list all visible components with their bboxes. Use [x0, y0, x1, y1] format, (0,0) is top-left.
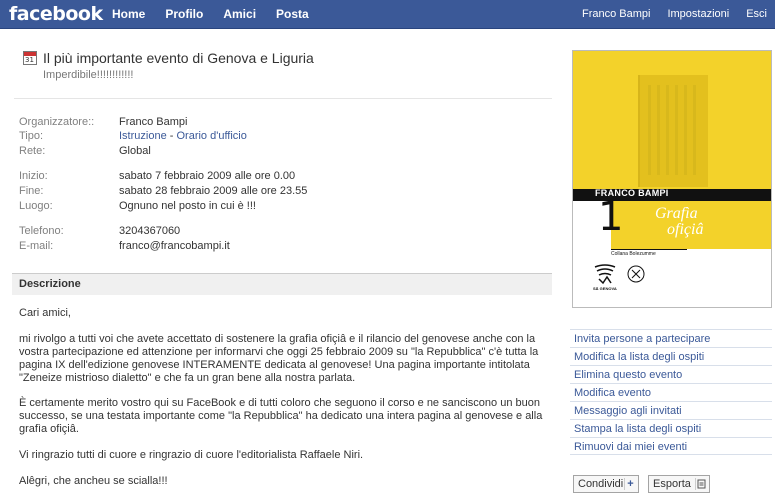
poster-title-line: Grafìa — [655, 205, 698, 222]
info-row-start — [19, 170, 549, 184]
network-value: Global — [119, 145, 151, 157]
plus-icon: + — [624, 478, 636, 490]
description-paragraph: mi rivolgo a tutti voi che avete accettato di sostenere la grafìa ofiçiâ e il rilancio del genovese anche con la vostra partecipazione ed attenzione per informarvi che oggi 25 febbraio 2009 su "la Repubblica" c'è tutta la pagina IX dell'edizione genovese INTERAMENTE dedicata al genovese! Una pagina importante intitolata "Zeneize mistrioso dialetto" e che fa un gran bene alla nostra parlata. — [19, 333, 539, 384]
edit-guest-list-link[interactable]: Modifica la lista degli ospiti — [570, 347, 772, 365]
organizer-value: Franco Bampi — [119, 116, 188, 128]
nav-logout-link[interactable]: Esci — [746, 8, 767, 20]
info-row-email — [19, 240, 549, 254]
info-row-type — [19, 130, 549, 144]
invite-people-link[interactable]: Invita persone a partecipare — [570, 329, 772, 347]
message-guests-link[interactable]: Messaggio agli invitati — [570, 401, 772, 419]
organizer-label: Organizzatore:: — [19, 116, 95, 128]
info-row-organizer — [19, 116, 549, 130]
poster-book-title — [655, 206, 703, 238]
export-button[interactable] — [648, 475, 710, 493]
type-subcategory-link[interactable]: Orario d'ufficio — [176, 130, 247, 142]
phone-label: Telefono: — [19, 225, 64, 237]
nav-user-link[interactable]: Franco Bampi — [581, 8, 651, 20]
nav-friends-link[interactable]: Amici — [223, 7, 257, 21]
type-separator: - — [166, 130, 177, 142]
description-paragraph: Vi ringrazio tutti di cuore e ringrazio di cuore l'editorialista Raffaele Niri. — [19, 449, 364, 461]
email-link[interactable]: franco@francobampi.it — [119, 240, 230, 252]
type-value — [119, 130, 247, 142]
description-paragraph: È certamente merito vostro qui su FaceBook e di tutti coloro che seguono il corso e ne sanciscono un buon successo, se una testata importante come "la Repubblica" ha dedicato una intera pagina al genovese e alla grafìa ofiçiâ. — [19, 397, 543, 435]
event-title: Il più importante evento di Genova e Liguria — [43, 50, 314, 66]
share-button[interactable] — [573, 475, 639, 493]
description-header — [12, 273, 552, 295]
remove-from-my-events-link[interactable]: Rimuovi dai miei eventi — [570, 437, 772, 455]
edit-event-link[interactable]: Modifica evento — [570, 383, 772, 401]
type-label: Tipo: — [19, 130, 44, 142]
calendar-icon — [23, 51, 37, 65]
place-value: Ognuno nel posto in cui è !!! — [119, 200, 256, 212]
delete-event-link[interactable]: Elimina questo evento — [570, 365, 772, 383]
phone-value: 3204367060 — [119, 225, 181, 237]
description-title: Descrizione — [19, 278, 81, 290]
poster-crest-icon — [626, 264, 646, 284]
poster-logo-text: SÄ GENOVA — [593, 286, 617, 291]
network-label: Rete: — [19, 145, 46, 157]
info-row-place — [19, 200, 549, 214]
type-category-link[interactable]: Istruzione — [119, 130, 167, 142]
poster-title-line: ofiçiâ — [667, 221, 704, 238]
top-navigation-bar — [0, 0, 775, 29]
export-icon — [695, 478, 707, 490]
main-nav — [112, 7, 329, 21]
event-actions-list — [570, 329, 772, 455]
print-guest-list-link[interactable]: Stampa la lista degli ospiti — [570, 419, 772, 437]
poster-building-graphic — [638, 75, 708, 187]
info-row-network — [19, 145, 549, 159]
poster-series-label: Collana Bolezumme — [611, 249, 687, 257]
nav-profile-link[interactable]: Profilo — [165, 7, 204, 21]
start-label: Inizio: — [19, 170, 48, 182]
description-paragraph: Alêgri, che ancheu se scialla!!! — [19, 475, 168, 487]
account-nav — [565, 8, 767, 20]
divider — [14, 98, 552, 99]
info-row-phone — [19, 225, 549, 239]
description-paragraph: Cari amici, — [19, 307, 71, 319]
poster-author: FRANCO BAMPI — [595, 188, 669, 198]
start-value: sabato 7 febbraio 2009 alle ore 0.00 — [119, 170, 296, 182]
event-tagline: Imperdibile!!!!!!!!!!!! — [43, 69, 134, 81]
email-label: E-mail: — [19, 240, 54, 252]
poster-volume-number: 1 — [598, 194, 624, 240]
info-row-end — [19, 185, 549, 199]
export-label: Esporta — [653, 478, 691, 490]
share-label: Condividi — [578, 478, 624, 490]
poster-logo-icon — [593, 263, 617, 285]
nav-settings-link[interactable]: Impostazioni — [667, 8, 730, 20]
place-label: Luogo: — [19, 200, 53, 212]
facebook-logo[interactable]: facebook — [9, 3, 103, 25]
event-poster-image[interactable] — [572, 50, 772, 308]
end-value: sabato 28 febbraio 2009 alle ore 23.55 — [119, 185, 308, 197]
nav-inbox-link[interactable]: Posta — [276, 7, 309, 21]
calendar-icon-day: 31 — [25, 56, 34, 64]
nav-home-link[interactable]: Home — [112, 7, 146, 21]
end-label: Fine: — [19, 185, 44, 197]
